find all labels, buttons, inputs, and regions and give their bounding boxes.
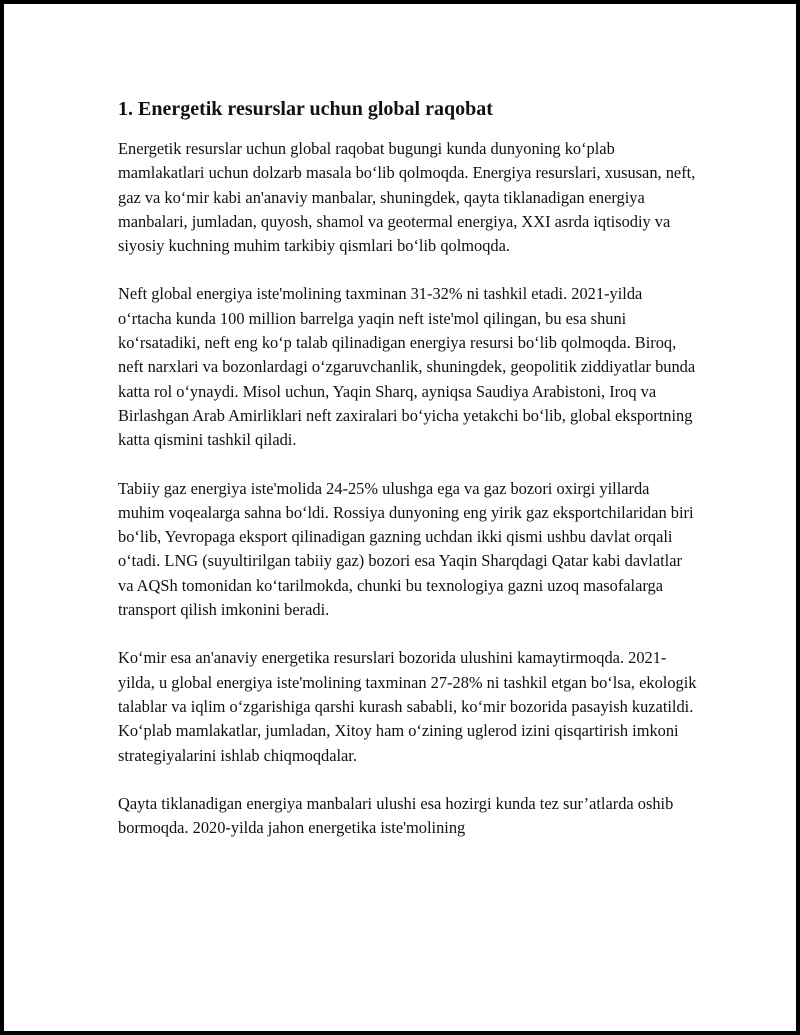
paragraph-gas: Tabiiy gaz energiya iste'molida 24-25% ulushga ega va gaz bozori oxirgi yillarda muhim voqealarga sahna boʻldi. Rossiya dunyoning eng yirik gaz eksportchilaridan biri boʻlib, Yevropaga eksport qilinadigan gazning uchdan ikki qismi ushbu davlat orqali oʻtadi. LNG (suyultirilgan tabiiy gaz) bozori esa Yaqin Sharqdagi Qatar kabi davlatlar va AQSh tomonidan koʻtarilmokda, chunki bu texnologiya gazni uzoq masofalarga transport qilish imkonini beradi. — [118, 478, 694, 620]
paragraph-oil: Neft global energiya iste'molining taxminan 31-32% ni tashkil etadi. 2021-yilda oʻrtacha kunda 100 million barrelga yaqin neft iste'mol qilingan, bu esa shuni koʻrsatadiki, neft eng koʻp talab qilinadigan energiya resursi boʻlib qolmoqda. Biroq, neft narxlari va bozonlardagi oʻzgaruvchanlik, shuningdek, geopolitik ziddiyatlar bunda katta rol oʻynaydi. Misol uchun, Yaqin Sharq, ayniqsa Saudiya Arabistoni, Iroq va Birlashgan Arab Amirliklari neft zaxiralari boʻyicha yetakchi boʻlib, global eksportning katta qismini tashkil qiladi. — [118, 284, 696, 450]
paragraph-renewables: Qayta tiklanadigan energiya manbalari ulushi esa hozirgi kunda tez sur’atlarda oshib bormoqda. 2020-yilda jahon energetika iste'molining — [118, 793, 674, 838]
section-heading: 1. Energetik resurslar uchun global raqobat — [118, 98, 493, 120]
document-body — [118, 94, 698, 864]
paragraph-intro: Energetik resurslar uchun global raqobat bugungi kunda dunyoning koʻplab mamlakatlari uchun dolzarb masala boʻlib qolmoqda. Energiya resurslari, xususan, neft, gaz va koʻmir kabi an'anaviy manbalar, shuningdek, qayta tiklanadigan energiya manbalari, jumladan, quyosh, shamol va geotermal energiya, XXI asrda iqtisodiy va siyosiy kuchning muhim tarkibiy qismlari boʻlib qolmoqda. — [118, 139, 696, 256]
paragraph-coal: Koʻmir esa an'anaviy energetika resurslari bozorida ulushini kamaytirmoqda. 2021-yilda, u global energiya iste'molining taxminan 27-28% ni tashkil etgan boʻlsa, ekologik talablar va iqlim oʻzgarishiga qarshi kurash sababli, koʻmir bozorida pasayish kuzatildi. Koʻplab mamlakatlar, jumladan, Xitoy ham oʻzining uglerod izini qisqartirish imkoni strategiyalarini ishlab chiqmoqdalar. — [118, 648, 697, 765]
